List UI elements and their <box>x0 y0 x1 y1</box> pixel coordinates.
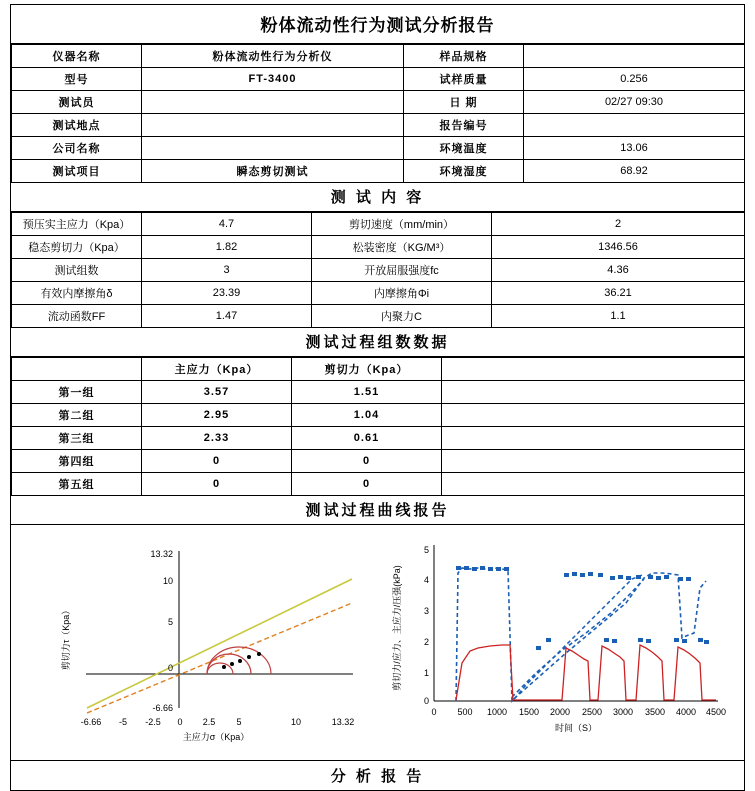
group-name: 第五组 <box>12 473 142 496</box>
x-axis-title: 时间（S） <box>554 723 598 733</box>
group-principal: 3.57 <box>142 381 292 404</box>
x-tick-label: 2.5 <box>202 717 216 727</box>
y-tick-label: 2 <box>423 637 429 647</box>
y-tick-label: 0 <box>167 663 173 673</box>
info-label-1: 测试地点 <box>12 114 142 137</box>
info-value-2 <box>524 114 745 137</box>
table-row <box>12 45 745 68</box>
info-label-2: 样品规格 <box>404 45 524 68</box>
group-name: 第三组 <box>12 427 142 450</box>
group-header-1: 主应力（Kpa） <box>142 358 292 381</box>
info-label-1: 型号 <box>12 68 142 91</box>
group-header-0 <box>12 358 142 381</box>
info-label-2: 日 期 <box>404 91 524 114</box>
y-axis-title: 剪切力τ（Kpa） <box>61 605 71 671</box>
table-row <box>12 114 745 137</box>
x-tick-label: -6.66 <box>80 717 102 727</box>
x-tick-label: 3500 <box>644 707 666 717</box>
y-tick-label: 1 <box>423 668 429 678</box>
table-row <box>12 473 745 496</box>
content-value-2: 1.1 <box>492 305 745 328</box>
table-row <box>12 427 745 450</box>
info-label-1: 测试员 <box>12 91 142 114</box>
content-section-title: 测 试 内 容 <box>11 183 744 212</box>
y-tick-label: 10 <box>162 576 173 586</box>
group-header-2: 剪切力（Kpa） <box>292 358 442 381</box>
info-value-2: 13.06 <box>524 137 745 160</box>
x-tick-label: -2.5 <box>145 717 161 727</box>
table-row <box>12 236 745 259</box>
table-row <box>12 137 745 160</box>
content-value-2: 4.36 <box>492 259 745 282</box>
content-label-2: 内摩擦角Φi <box>312 282 492 305</box>
info-label-1: 仪器名称 <box>12 45 142 68</box>
content-value-2: 2 <box>492 213 745 236</box>
x-tick-label: 13.32 <box>331 717 355 727</box>
info-value-1: 瞬态剪切测试 <box>142 160 404 183</box>
info-value-2 <box>524 45 745 68</box>
content-label-1: 流动函数FF <box>12 305 142 328</box>
content-value-1: 1.82 <box>142 236 312 259</box>
table-row <box>12 259 745 282</box>
table-header-row <box>12 358 745 381</box>
group-principal: 0 <box>142 450 292 473</box>
info-value-1 <box>142 91 404 114</box>
group-blank <box>442 450 745 473</box>
y-axis-title: 剪切力/应力、主应力/压强(kPa) <box>392 565 402 691</box>
x-tick-label: 10 <box>290 717 302 727</box>
content-label-1: 预压实主应力（Kpa） <box>12 213 142 236</box>
y-tick-label: 3 <box>423 606 429 616</box>
content-label-2: 内聚力C <box>312 305 492 328</box>
x-tick-label: 5 <box>236 717 242 727</box>
x-tick-label: -5 <box>118 717 128 727</box>
group-table <box>11 357 745 496</box>
group-shear: 0 <box>292 450 442 473</box>
content-label-1: 测试组数 <box>12 259 142 282</box>
table-row <box>12 305 745 328</box>
group-principal: 2.95 <box>142 404 292 427</box>
charts-area <box>11 525 744 761</box>
group-shear: 1.51 <box>292 381 442 404</box>
info-table <box>11 44 745 183</box>
table-row <box>12 160 745 183</box>
group-blank <box>442 427 745 450</box>
info-label-1: 测试项目 <box>12 160 142 183</box>
x-tick-label: 0 <box>177 717 183 727</box>
content-value-1: 3 <box>142 259 312 282</box>
content-table <box>11 212 745 328</box>
group-name: 第一组 <box>12 381 142 404</box>
report-container <box>10 4 745 791</box>
x-tick-label: 2000 <box>549 707 571 717</box>
x-tick-label: 0 <box>431 707 437 717</box>
table-row <box>12 450 745 473</box>
info-value-2: 0.256 <box>524 68 745 91</box>
content-label-2: 松装密度（KG/M³） <box>312 236 492 259</box>
x-tick-label: 500 <box>457 707 473 717</box>
info-value-2: 02/27 09:30 <box>524 91 745 114</box>
y-tick-label: 5 <box>423 545 429 555</box>
page-title: 粉体流动性行为测试分析报告 <box>11 5 744 44</box>
info-label-2: 环境温度 <box>404 137 524 160</box>
content-value-1: 4.7 <box>142 213 312 236</box>
group-shear: 0 <box>292 473 442 496</box>
content-label-2: 开放屈服强度fc <box>312 259 492 282</box>
group-shear: 1.04 <box>292 404 442 427</box>
y-tick-label: -6.66 <box>152 703 173 713</box>
group-principal: 0 <box>142 473 292 496</box>
table-row <box>12 282 745 305</box>
y-tick-label: 0 <box>423 696 429 706</box>
info-label-2: 报告编号 <box>404 114 524 137</box>
info-label-2: 环境湿度 <box>404 160 524 183</box>
group-shear: 0.61 <box>292 427 442 450</box>
info-value-1 <box>142 114 404 137</box>
mohr-circle-chart <box>31 533 361 743</box>
group-name: 第四组 <box>12 450 142 473</box>
footer-section-title: 分 析 报 告 <box>330 768 425 785</box>
x-tick-label: 1500 <box>518 707 540 717</box>
y-tick-label: 13.32 <box>150 549 173 559</box>
info-label-2: 试样质量 <box>404 68 524 91</box>
table-row <box>12 68 745 91</box>
x-tick-label: 3000 <box>612 707 634 717</box>
table-row <box>12 213 745 236</box>
content-label-1: 稳态剪切力（Kpa） <box>12 236 142 259</box>
x-tick-label: 2500 <box>581 707 603 717</box>
x-axis-title: 主应力σ（Kpa） <box>182 732 250 742</box>
content-value-2: 1346.56 <box>492 236 745 259</box>
group-blank <box>442 381 745 404</box>
process-curve-chart <box>386 533 731 748</box>
group-blank <box>442 404 745 427</box>
table-row <box>12 91 745 114</box>
y-tick-label: 4 <box>423 575 429 585</box>
x-tick-label: 4500 <box>705 707 727 717</box>
table-row <box>12 381 745 404</box>
x-tick-label: 4000 <box>675 707 697 717</box>
x-tick-label: 1000 <box>486 707 508 717</box>
content-value-1: 23.39 <box>142 282 312 305</box>
info-value-1 <box>142 137 404 160</box>
content-label-1: 有效内摩擦角δ <box>12 282 142 305</box>
group-name: 第二组 <box>12 404 142 427</box>
info-value-2: 68.92 <box>524 160 745 183</box>
curve-section-title: 测试过程曲线报告 <box>11 496 744 525</box>
content-label-2: 剪切速度（mm/min） <box>312 213 492 236</box>
group-principal: 2.33 <box>142 427 292 450</box>
group-blank <box>442 473 745 496</box>
info-value-1: 粉体流动性行为分析仪 <box>142 45 404 68</box>
table-row <box>12 404 745 427</box>
info-value-1: FT-3400 <box>142 68 404 91</box>
content-value-1: 1.47 <box>142 305 312 328</box>
group-section-title: 测试过程组数数据 <box>11 328 744 357</box>
content-value-2: 36.21 <box>492 282 745 305</box>
y-tick-label: 5 <box>167 617 173 627</box>
info-label-1: 公司名称 <box>12 137 142 160</box>
group-header-3 <box>442 358 745 381</box>
